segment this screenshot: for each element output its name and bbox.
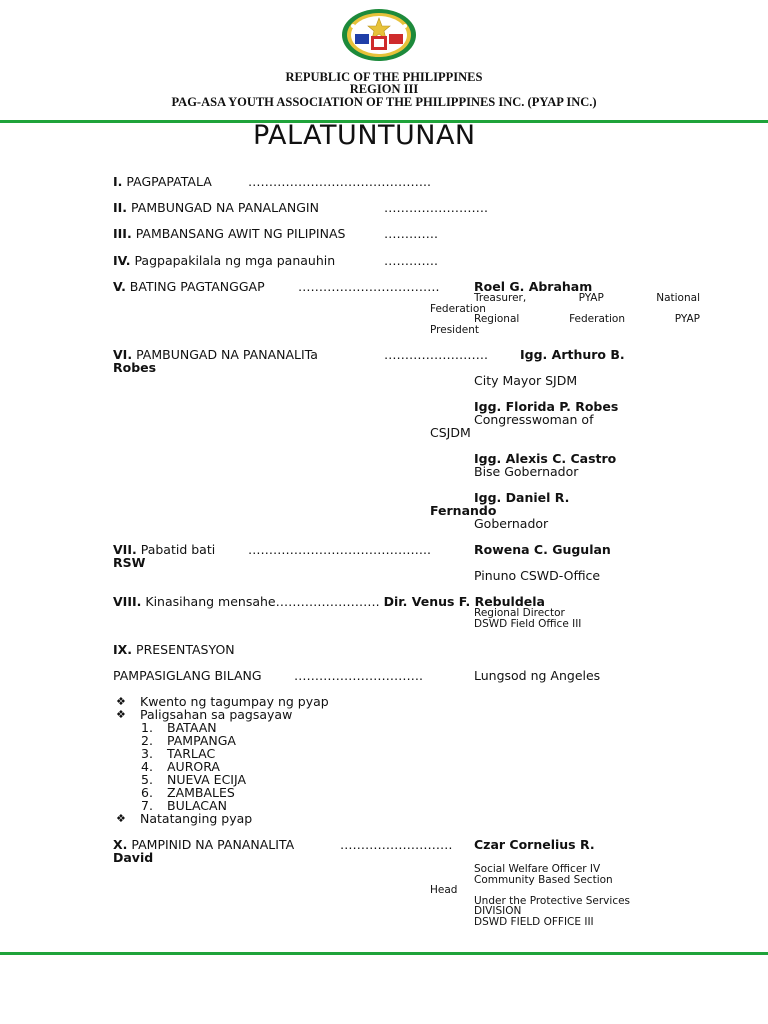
item-dots: ……………………. bbox=[275, 594, 380, 609]
item-text: PAGPAPATALA bbox=[126, 174, 212, 189]
item-text: PAMPINID NA PANANALITA bbox=[131, 837, 295, 852]
item-text: PAMBUNGAD NA PANALANGIN bbox=[131, 200, 319, 215]
item-number: I. bbox=[113, 174, 123, 189]
speaker-name: RSW bbox=[113, 555, 146, 570]
speaker-role: Congresswoman of bbox=[474, 412, 594, 427]
item-number: VI. bbox=[113, 347, 133, 362]
item-dots: …………………………. bbox=[294, 668, 423, 683]
list-number: 2. bbox=[141, 733, 153, 748]
diamond-bullet-icon: ❖ bbox=[116, 708, 126, 721]
item-number: VII. bbox=[113, 542, 137, 557]
list-item: AURORA bbox=[167, 759, 220, 774]
item-text: Pabatid bati bbox=[140, 542, 216, 557]
list-number: 3. bbox=[141, 746, 153, 761]
item-text: PRESENTASYON bbox=[136, 642, 235, 657]
item-number: II. bbox=[113, 200, 128, 215]
item-number: V. bbox=[113, 279, 126, 294]
item-dots: …………………………………….. bbox=[248, 174, 431, 189]
pampasigla-performer: Lungsod ng Angeles bbox=[474, 668, 601, 683]
item-number: X. bbox=[113, 837, 128, 852]
diamond-bullet-icon: ❖ bbox=[116, 812, 126, 825]
item-text: PAMBANSANG AWIT NG PILIPINAS bbox=[135, 226, 346, 241]
item-number: VIII. bbox=[113, 594, 142, 609]
item-iv bbox=[113, 254, 335, 268]
speaker-role: Treasurer, PYAP National bbox=[474, 292, 700, 304]
item-text: Pagpapakilala ng mga panauhin bbox=[134, 253, 336, 268]
item-i bbox=[113, 175, 212, 189]
header-republic: REPUBLIC OF THE PHILIPPINES bbox=[285, 70, 483, 84]
speaker-role: DIVISION bbox=[474, 905, 522, 917]
page-title: PALATUNTUNAN bbox=[253, 120, 476, 151]
list-item: Natatanging pyap bbox=[140, 811, 253, 826]
speaker-role: Federation bbox=[430, 303, 486, 315]
item-ix bbox=[113, 643, 235, 657]
item-dots: ……………………………. bbox=[298, 279, 440, 294]
list-item: ZAMBALES bbox=[167, 785, 235, 800]
speaker-role: President bbox=[430, 324, 479, 336]
item-text: Kinasihang mensahe bbox=[145, 594, 276, 609]
speaker-role: Regional Federation PYAP bbox=[474, 313, 700, 325]
item-iii bbox=[113, 227, 345, 241]
speaker-role: Bise Gobernador bbox=[474, 464, 579, 479]
speaker-role: DSWD FIELD OFFICE III bbox=[474, 916, 594, 928]
speaker-role: DSWD Field Office III bbox=[474, 618, 582, 630]
pampasigla-label: PAMPASIGLANG BILANG bbox=[113, 668, 262, 683]
item-number: III. bbox=[113, 226, 132, 241]
speaker-role: Head bbox=[430, 884, 458, 896]
item-text: BATING PAGTANGGAP bbox=[129, 279, 265, 294]
header-organization: PAG-ASA YOUTH ASSOCIATION OF THE PHILIPPINES INC. (PYAP INC.) bbox=[171, 95, 597, 109]
speaker-name: David bbox=[113, 850, 154, 865]
speaker-name: Igg. Daniel R. bbox=[474, 490, 570, 505]
header-region: REGION III bbox=[349, 82, 419, 96]
item-dots: …………. bbox=[384, 253, 438, 268]
list-item: NUEVA ECIJA bbox=[167, 772, 247, 787]
item-text: PAMBUNGAD NA PANANALITa bbox=[136, 347, 318, 362]
speaker-name: Igg. Alexis C. Castro bbox=[474, 451, 617, 466]
list-number: 4. bbox=[141, 759, 153, 774]
speaker-name: Fernando bbox=[430, 503, 497, 518]
speaker-role: Social Welfare Officer IV bbox=[474, 863, 601, 875]
list-item: Kwento ng tagumpay ng pyap bbox=[140, 694, 329, 709]
item-number: IV. bbox=[113, 253, 131, 268]
pyap-seal-logo bbox=[341, 8, 417, 62]
list-number: 6. bbox=[141, 785, 153, 800]
speaker-role: Under the Protective Services bbox=[474, 895, 631, 907]
list-item: TARLAC bbox=[167, 746, 216, 761]
speaker-name: Dir. Venus F. Rebuldela bbox=[383, 594, 545, 609]
speaker-name: Robes bbox=[113, 360, 157, 375]
speaker-name: Czar Cornelius R. bbox=[474, 837, 595, 852]
list-number: 5. bbox=[141, 772, 153, 787]
speaker-name: Igg. Florida P. Robes bbox=[474, 399, 619, 414]
item-number: IX. bbox=[113, 642, 133, 657]
item-dots: ……………………… bbox=[340, 837, 453, 852]
list-number: 7. bbox=[141, 798, 153, 813]
item-dots: ……………………. bbox=[384, 347, 488, 362]
list-item: Paligsahan sa pagsayaw bbox=[140, 707, 293, 722]
speaker-name: Igg. Arthuro B. bbox=[520, 347, 625, 362]
speaker-name: Roel G. Abraham bbox=[474, 279, 593, 294]
item-dots: …………………………………….. bbox=[248, 542, 431, 557]
speaker-name: Rowena C. Gugulan bbox=[474, 542, 611, 557]
speaker-role: Regional Director bbox=[474, 607, 565, 619]
bottom-divider bbox=[0, 952, 768, 955]
speaker-role: CSJDM bbox=[430, 425, 471, 440]
item-ii bbox=[113, 201, 319, 215]
list-number: 1. bbox=[141, 720, 153, 735]
item-dots: …………. bbox=[384, 226, 438, 241]
speaker-role: Gobernador bbox=[474, 516, 549, 531]
item-dots: ……………………. bbox=[384, 200, 488, 215]
speaker-role: City Mayor SJDM bbox=[474, 373, 578, 388]
speaker-role: Community Based Section bbox=[474, 874, 613, 886]
diamond-bullet-icon: ❖ bbox=[116, 695, 126, 708]
speaker-role: Pinuno CSWD-Office bbox=[474, 568, 601, 583]
item-v bbox=[113, 280, 265, 294]
list-item: PAMPANGA bbox=[167, 733, 236, 748]
list-item: BULACAN bbox=[167, 798, 227, 813]
list-item: BATAAN bbox=[167, 720, 217, 735]
